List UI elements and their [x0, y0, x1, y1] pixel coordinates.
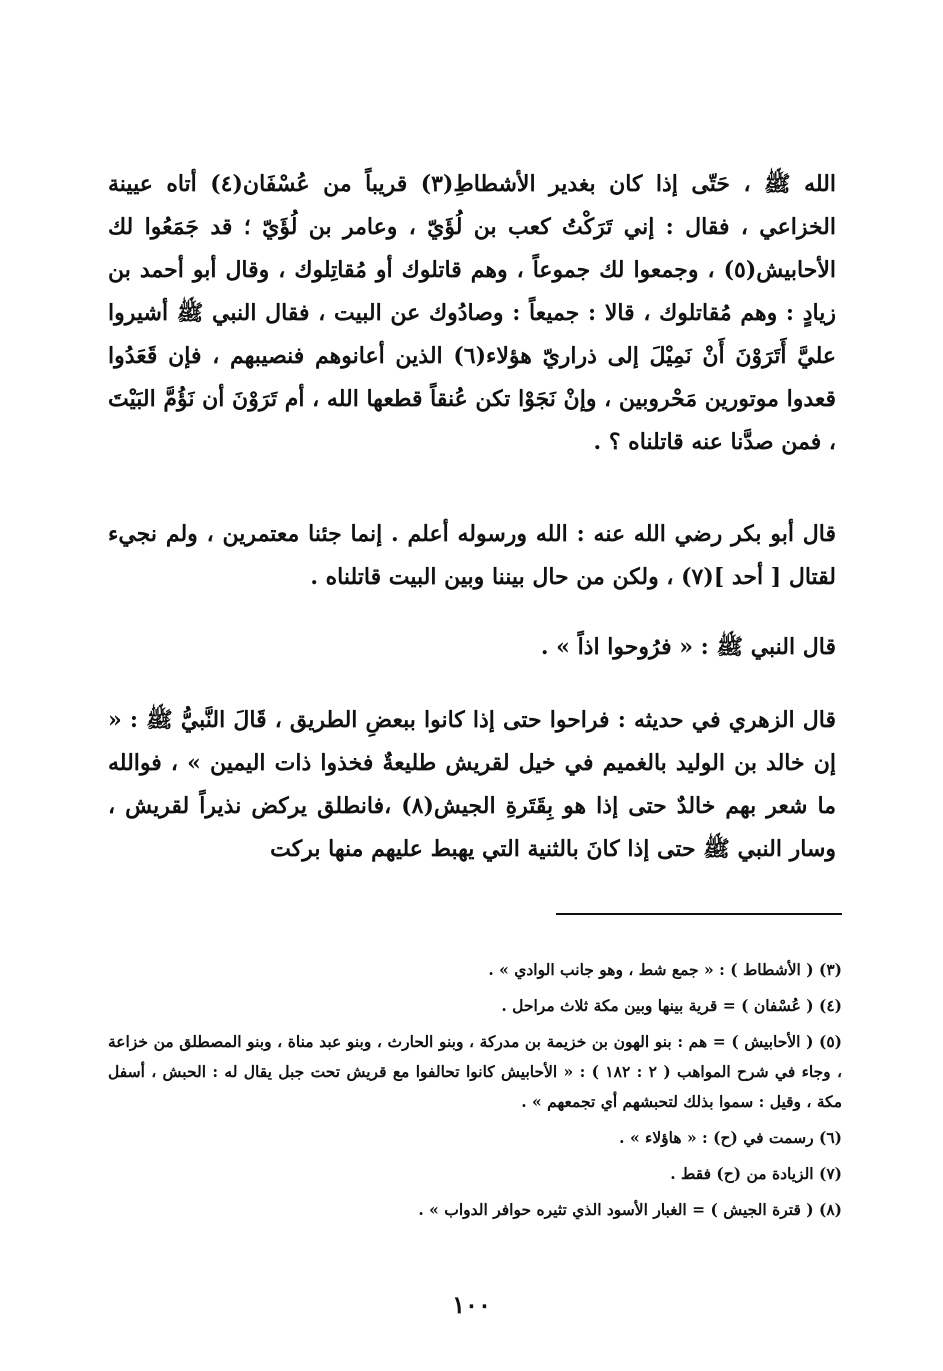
- paragraph-2: قال أبو بكر رضي الله عنه : الله ورسوله أعلم . إنما جئنا معتمرين ، ولم نجيء لقتال [ أحد ](٧) ، ولكن من حال بيننا وبين البيت قاتلناه .: [108, 521, 836, 590]
- footnote-5: (٥) ( الأحابيش ) = هم : بنو الهون بن خزيمة بن مدركة ، وبنو الحارث ، وبنو عبد مناة ، وبنو المصطلق من خزاعة ، وجاء في شرح المواهب ( ٢ : ١٨٢ ) : « الأحابيش كانوا تحالفوا مع قريش تحت جبل يقال له : الحبش ، أسفل مكة ، وقيل : سموا بذلك لتحبشهم أي تجمعهم » .: [108, 1032, 842, 1111]
- footnote-3: (٣) ( الأشطاط ) : « جمع شط ، وهو جانب الوادي » .: [488, 960, 842, 979]
- footnote-divider: [556, 913, 842, 915]
- footnotes: [108, 955, 842, 1231]
- paragraph-1: الله ﷺ ، حَتّى إذا كان بغدير الأشطاطِ(٣) قريباً من عُسْفَان(٤) أتاه عيينة الخزاعي ، فقال : إني تَرَكْتُ كعب بن لُؤَيّ ، وعامر بن لُؤَيّ ؛ قد جَمَعُوا لك الأحابيش(٥) ، وجمعوا لك جموعاً ، وهم قاتلوك أو مُقاتِلوك ، وقال أبو أحمد بن زيادٍ : وهم مُقاتلوك ، قالا : جميعاً : وصادُوك عن البيت ، فقال النبي ﷺ أشيروا عليَّ أَتَرَوْنَ أَنْ نَمِيْلَ إلى ذراريّ هؤلاء(٦) الذين أعانوهم فنصيبهم ، فإن قَعَدُوا قعدوا موتورين مَحْروبين ، وإنْ نَجَوْا تكن عُنقاً قطعها الله ، أم تَرَوْنَ أن نَؤُمَّ البَيْتَ ، فمن صدَّنا عنه قاتلناه ؟ .: [108, 171, 836, 455]
- footnote-6: (٦) رسمت في (ح) : « هاؤلاء » .: [619, 1128, 842, 1147]
- footnote-8: (٨) ( قترة الجيش ) = الغبار الأسود الذي تثيره حوافر الدواب » .: [418, 1200, 842, 1219]
- footnote-4: (٤) ( عُسْفان ) = قرية بينها وبين مكة ثلاث مراحل .: [501, 996, 842, 1015]
- page-number: ١٠٠: [452, 1290, 491, 1319]
- paragraph-4: قال الزهري في حديثه : فراحوا حتى إذا كانوا ببعضِ الطريق ، قَالَ النَّبيُّ ﷺ : « إن خالد بن الوليد بالغميم في خيل لقريش طليعةٌ فخذوا ذات اليمين » ، فوالله ما شعر بهم خالدٌ حتى إذا هو بِقَتَرةِ الجيش(٨) ،فانطلق يركض نذيراً لقريش ، وسار النبي ﷺ حتى إذا كانَ بالثنية التي يهبط عليهم منها بركت: [108, 707, 836, 862]
- paragraph-3: قال النبي ﷺ : « فرُوحوا اذاً » .: [540, 634, 836, 660]
- footnote-7: (٧) الزيادة من (ح) فقط .: [670, 1164, 842, 1183]
